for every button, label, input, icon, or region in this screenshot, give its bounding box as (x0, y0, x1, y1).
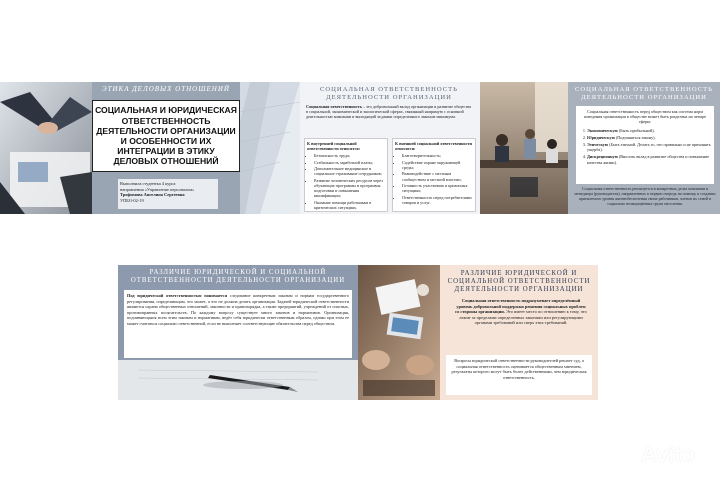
legal-text: следование конкретным законам и нормам государственного регулирования, определяющим, что может, а что не должна делать организация. Задачей юридической ответственности являются охрана общественных отношений, законности и правопорядка, а также предприятий, учреждений от опасных, противоправных посягательств. По каждому вопросу существует много законов и нормативов. Организация, подчиняющаяся всем этим законам и нормативам, ведёт себя юридически ответственным образом, однако при этом ее может считаться социально ответственной, если не выполняет соответствующие обязательства перед обществом. (127, 293, 349, 326)
slide1-title: СОЦИАЛЬНАЯ И ЮРИДИЧЕСКАЯ ОТВЕТСТВЕННОСТЬ ДЕЯТЕЛЬНОСТИ ОРГАНИЗАЦИИ И ОСОБЕННОСТИ ИХ ИНТЕГРАЦИИ В ЭТИКУ ДЕЛОВЫХ ОТНОШЕНИЙ (95, 105, 237, 167)
slide2-header: СОЦИАЛЬНАЯ ОТВЕТСТВЕННОСТЬ ДЕЯТЕЛЬНОСТИ ОРГАНИЗАЦИИ (320, 86, 458, 101)
handshake-photo (0, 82, 92, 214)
slide1-header: ЭТИКА ДЕЛОВЫХ ОТНОШЕНИЙ (102, 85, 230, 93)
list-item: • Дополнительное медицинское и социальное страхование сотрудников; (314, 166, 385, 176)
pen-photo (118, 360, 358, 400)
spheres-list (579, 128, 711, 165)
list-item: • Безопасность труда; (314, 153, 385, 158)
list-item: • Стабильность заработной платы; (314, 160, 385, 165)
sphere-desc: (Вносить вклад в развитие общества и повышение качества жизни). (587, 154, 710, 165)
sphere-desc: (Быть прибыльной). (617, 127, 655, 133)
slide3-box (576, 106, 714, 184)
list-item (587, 135, 711, 140)
sphere-term: Дискреционную (587, 154, 618, 160)
handshake-image (0, 82, 92, 214)
social-rest: Это имеет место по отношению к тому, что лежит за пределами определенных законами или регулирующими органами требований или сверх этих требований. (459, 309, 587, 326)
slide3-header: СОЦИАЛЬНАЯ ОТВЕТСТВЕННОСТЬ ДЕЯТЕЛЬНОСТИ ОРГАНИЗАЦИИ (575, 86, 713, 101)
list-item: • Благотворительность; (402, 153, 473, 158)
list-item: • Взаимодействие с местным сообществом и местной властью; (402, 171, 473, 181)
slide5-text1 (454, 298, 588, 326)
list-item: • Оказание помощи работникам в критических ситуациях. (314, 200, 385, 210)
internal-box (304, 138, 388, 212)
slide4-header: РАЗЛИЧИЕ ЮРИДИЧЕСКОЙ И СОЦИАЛЬНОЙ ОТВЕТСТВЕННОСТИ ДЕЯТЕЛЬНОСТИ ОРГАНИЗАЦИИ (130, 269, 346, 285)
slide1-author-box (118, 179, 218, 209)
slide4-text (127, 293, 349, 326)
external-title: К внешней социальной ответственности относятся: (395, 141, 472, 152)
sphere-term: Этическую (587, 142, 609, 148)
author-line1: Выполнила студентка 4 курса (120, 181, 176, 186)
author-line2: направления «Управление персоналом» (120, 186, 195, 192)
list-item: • Ответственность перед потребителями товаров и услуг. (402, 195, 473, 205)
avito-wordmark: Avito (641, 442, 696, 467)
slide3-intro: Социальная ответственность перед обществом как система норм поведения организации в обществе может быть разделена на четыре сферы: (583, 109, 707, 125)
internal-list (307, 153, 385, 210)
pen-documents-image (118, 360, 358, 400)
desk-photo (358, 265, 440, 400)
sphere-term: Экономическую (587, 127, 618, 133)
list-item (587, 142, 711, 152)
internal-title: К внутренней социальной ответственности относятся: (307, 141, 361, 152)
definition-term: Социальная ответственность (306, 104, 362, 109)
definition-text: – это добровольный вклад организации в развитие общества в социальной, экономической и экологической сферах, связанный напрямую с основной деятельностью компании и выходящий за рамки определенного законом минимума. (306, 104, 472, 120)
avito-watermark (612, 440, 695, 470)
list-item: • Готовность участвовать в кризисных ситуациях; (402, 183, 473, 193)
building-image (240, 82, 300, 214)
slide5-header: РАЗЛИЧИЕ ЮРИДИЧЕСКОЙ И СОЦИАЛЬНОЙ ОТВЕТСТВЕННОСТИ ДЕЯТЕЛЬНОСТИ ОРГАНИЗАЦИИ (447, 270, 591, 294)
building-photo (240, 82, 300, 214)
slide1-title-box (92, 100, 240, 172)
author-group: УПБО-02-19 (120, 197, 144, 203)
avito-logo-icon (612, 442, 638, 468)
legal-term: Под юридической ответственностью понимается (127, 293, 228, 298)
list-item: • Содействие охране окружающей среды; (402, 160, 473, 170)
slide3-footer: Социальная ответственность реализуется в конкретных делах компании и менеджера (руководителя), направленных в первую очередь на помощь в создании приемлемого уровня жизнеобеспечения своих работников, членов их семей и социально незащищённых групп населения. (574, 186, 716, 206)
author-name: Трофимова Ангелина Сергеевна (120, 192, 185, 198)
slide5-text2: Вопросы юридической ответственности руководителей решает суд, а социальная ответственность оценивается общественным мнением, результаты которого могут быть более действенными, чем юридическая ответственность. (451, 358, 587, 380)
slide2-definition (306, 104, 472, 120)
slide-3 (480, 82, 720, 214)
list-item: • Развитие человеческих ресурсов через обучающие программы и программы подготовки и повышения квалификации; (314, 178, 385, 199)
slide4-box (124, 290, 352, 358)
external-list (395, 153, 473, 205)
slide-4 (118, 265, 358, 400)
sphere-desc: (Быть этичной. Делать то, что правильно и не причинять ущерба). (587, 142, 711, 153)
list-item (587, 128, 711, 133)
office-photo (480, 82, 568, 214)
social-bold: Социальная ответственность подразумевает определённый уровень добровольной поддержки решения социальных проблем со стороны организации. (455, 298, 586, 315)
slide-5 (358, 265, 598, 400)
slide-2 (240, 82, 480, 214)
list-item (587, 154, 711, 164)
slide5-box (446, 355, 592, 395)
sphere-desc: (Подчиняться закону). (614, 134, 656, 140)
office-meeting-image (480, 82, 568, 214)
external-box (392, 138, 476, 212)
desk-laptop-image (358, 265, 440, 400)
slide-1 (0, 82, 240, 214)
sphere-term: Юридическую (587, 134, 615, 140)
